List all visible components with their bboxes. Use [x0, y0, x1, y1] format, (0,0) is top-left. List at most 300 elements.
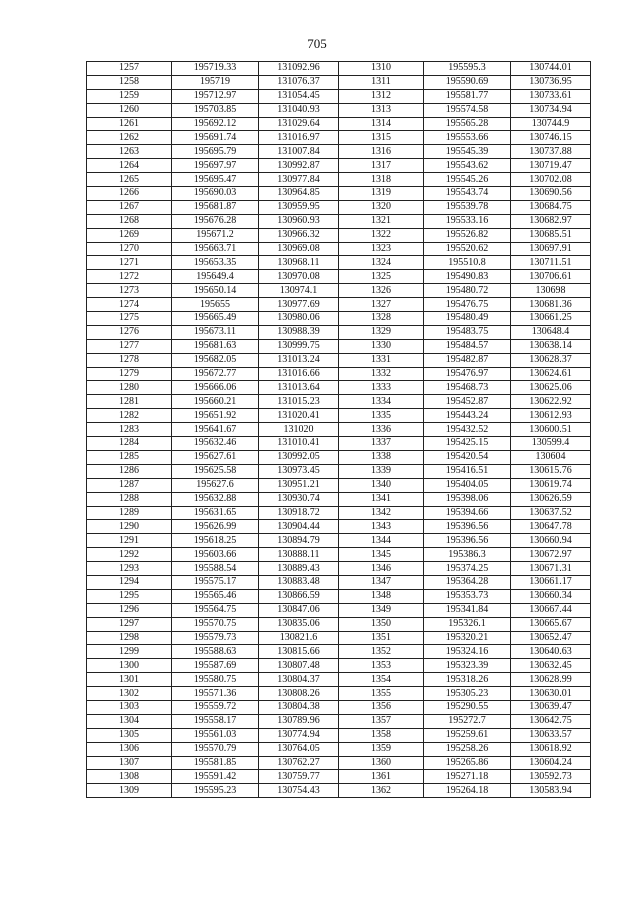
- table-row: [87, 770, 591, 784]
- y-coordinate-cell: 130628.99: [511, 673, 591, 687]
- y-coordinate-cell: 130690.56: [511, 187, 591, 201]
- point-number-cell: 1280: [87, 381, 172, 395]
- x-coordinate-cell: 195587.69: [172, 659, 259, 673]
- table-row: [87, 242, 591, 256]
- table-row: [87, 117, 591, 131]
- x-coordinate-cell: 195483.75: [424, 325, 511, 339]
- y-coordinate-cell: 130968.11: [259, 256, 339, 270]
- table-row: [87, 617, 591, 631]
- x-coordinate-cell: 195712.97: [172, 89, 259, 103]
- x-coordinate-cell: 195468.73: [424, 381, 511, 395]
- x-coordinate-cell: 195425.15: [424, 437, 511, 451]
- table-row: [87, 687, 591, 701]
- point-number-cell: 1292: [87, 548, 172, 562]
- y-coordinate-cell: 130684.75: [511, 200, 591, 214]
- point-number-cell: 1296: [87, 603, 172, 617]
- table-row: [87, 589, 591, 603]
- point-number-cell: 1336: [339, 423, 424, 437]
- x-coordinate-cell: 195695.47: [172, 173, 259, 187]
- x-coordinate-cell: 195290.55: [424, 700, 511, 714]
- point-number-cell: 1360: [339, 756, 424, 770]
- y-coordinate-cell: 131029.64: [259, 117, 339, 131]
- x-coordinate-cell: 195595.3: [424, 62, 511, 76]
- point-number-cell: 1328: [339, 312, 424, 326]
- point-number-cell: 1265: [87, 173, 172, 187]
- table-row: [87, 575, 591, 589]
- y-coordinate-cell: 130671.31: [511, 562, 591, 576]
- point-number-cell: 1313: [339, 103, 424, 117]
- x-coordinate-cell: 195681.87: [172, 200, 259, 214]
- table-row: [87, 325, 591, 339]
- x-coordinate-cell: 195673.11: [172, 325, 259, 339]
- table-row: [87, 75, 591, 89]
- point-number-cell: 1297: [87, 617, 172, 631]
- point-number-cell: 1289: [87, 506, 172, 520]
- table-row: [87, 89, 591, 103]
- x-coordinate-cell: 195271.18: [424, 770, 511, 784]
- point-number-cell: 1295: [87, 589, 172, 603]
- point-number-cell: 1261: [87, 117, 172, 131]
- x-coordinate-cell: 195533.16: [424, 214, 511, 228]
- table-row: [87, 256, 591, 270]
- x-coordinate-cell: 195671.2: [172, 228, 259, 242]
- point-number-cell: 1316: [339, 145, 424, 159]
- x-coordinate-cell: 195663.71: [172, 242, 259, 256]
- y-coordinate-cell: 130615.76: [511, 464, 591, 478]
- point-number-cell: 1350: [339, 617, 424, 631]
- y-coordinate-cell: 130736.95: [511, 75, 591, 89]
- point-number-cell: 1362: [339, 784, 424, 798]
- x-coordinate-cell: 195695.79: [172, 145, 259, 159]
- table-row: [87, 381, 591, 395]
- point-number-cell: 1353: [339, 659, 424, 673]
- x-coordinate-cell: 195558.17: [172, 714, 259, 728]
- point-number-cell: 1344: [339, 534, 424, 548]
- y-coordinate-cell: 130807.48: [259, 659, 339, 673]
- y-coordinate-cell: 130628.37: [511, 353, 591, 367]
- y-coordinate-cell: 131016.97: [259, 131, 339, 145]
- point-number-cell: 1333: [339, 381, 424, 395]
- x-coordinate-cell: 195396.56: [424, 520, 511, 534]
- y-coordinate-cell: 131013.64: [259, 381, 339, 395]
- y-coordinate-cell: 131007.84: [259, 145, 339, 159]
- x-coordinate-cell: 195364.28: [424, 575, 511, 589]
- x-coordinate-cell: 195570.75: [172, 617, 259, 631]
- point-number-cell: 1357: [339, 714, 424, 728]
- x-coordinate-cell: 195526.82: [424, 228, 511, 242]
- point-number-cell: 1262: [87, 131, 172, 145]
- x-coordinate-cell: 195404.05: [424, 478, 511, 492]
- y-coordinate-cell: 131020: [259, 423, 339, 437]
- point-number-cell: 1259: [87, 89, 172, 103]
- point-number-cell: 1327: [339, 298, 424, 312]
- point-number-cell: 1322: [339, 228, 424, 242]
- point-number-cell: 1330: [339, 339, 424, 353]
- table-row: [87, 659, 591, 673]
- y-coordinate-cell: 130681.36: [511, 298, 591, 312]
- x-coordinate-cell: 195719: [172, 75, 259, 89]
- point-number-cell: 1286: [87, 464, 172, 478]
- point-number-cell: 1264: [87, 159, 172, 173]
- x-coordinate-cell: 195480.49: [424, 312, 511, 326]
- point-number-cell: 1343: [339, 520, 424, 534]
- table-row: [87, 492, 591, 506]
- x-coordinate-cell: 195580.75: [172, 673, 259, 687]
- y-coordinate-cell: 130977.69: [259, 298, 339, 312]
- y-coordinate-cell: 130789.96: [259, 714, 339, 728]
- y-coordinate-cell: 131010.41: [259, 437, 339, 451]
- y-coordinate-cell: 130904.44: [259, 520, 339, 534]
- point-number-cell: 1315: [339, 131, 424, 145]
- point-number-cell: 1319: [339, 187, 424, 201]
- table-row: [87, 548, 591, 562]
- point-number-cell: 1320: [339, 200, 424, 214]
- x-coordinate-cell: 195326.1: [424, 617, 511, 631]
- x-coordinate-cell: 195543.62: [424, 159, 511, 173]
- x-coordinate-cell: 195386.3: [424, 548, 511, 562]
- x-coordinate-cell: 195374.25: [424, 562, 511, 576]
- x-coordinate-cell: 195618.25: [172, 534, 259, 548]
- point-number-cell: 1347: [339, 575, 424, 589]
- x-coordinate-cell: 195692.12: [172, 117, 259, 131]
- y-coordinate-cell: 130974.1: [259, 284, 339, 298]
- x-coordinate-cell: 195579.73: [172, 631, 259, 645]
- point-number-cell: 1361: [339, 770, 424, 784]
- x-coordinate-cell: 195591.42: [172, 770, 259, 784]
- table-row: [87, 173, 591, 187]
- point-number-cell: 1284: [87, 437, 172, 451]
- y-coordinate-cell: 130734.94: [511, 103, 591, 117]
- y-coordinate-cell: 130964.85: [259, 187, 339, 201]
- x-coordinate-cell: 195595.23: [172, 784, 259, 798]
- x-coordinate-cell: 195719.33: [172, 62, 259, 76]
- table-row: [87, 603, 591, 617]
- point-number-cell: 1287: [87, 478, 172, 492]
- x-coordinate-cell: 195559.72: [172, 700, 259, 714]
- point-number-cell: 1305: [87, 728, 172, 742]
- x-coordinate-cell: 195665.49: [172, 312, 259, 326]
- x-coordinate-cell: 195690.03: [172, 187, 259, 201]
- x-coordinate-cell: 195476.75: [424, 298, 511, 312]
- point-number-cell: 1277: [87, 339, 172, 353]
- x-coordinate-cell: 195564.75: [172, 603, 259, 617]
- point-number-cell: 1257: [87, 62, 172, 76]
- x-coordinate-cell: 195627.6: [172, 478, 259, 492]
- x-coordinate-cell: 195588.63: [172, 645, 259, 659]
- y-coordinate-cell: 130702.08: [511, 173, 591, 187]
- y-coordinate-cell: 130930.74: [259, 492, 339, 506]
- y-coordinate-cell: 130759.77: [259, 770, 339, 784]
- y-coordinate-cell: 130599.4: [511, 437, 591, 451]
- y-coordinate-cell: 131015.23: [259, 395, 339, 409]
- x-coordinate-cell: 195420.54: [424, 450, 511, 464]
- point-number-cell: 1298: [87, 631, 172, 645]
- y-coordinate-cell: 130685.51: [511, 228, 591, 242]
- x-coordinate-cell: 195649.4: [172, 270, 259, 284]
- table-row: [87, 700, 591, 714]
- point-number-cell: 1285: [87, 450, 172, 464]
- point-number-cell: 1310: [339, 62, 424, 76]
- point-number-cell: 1352: [339, 645, 424, 659]
- point-number-cell: 1258: [87, 75, 172, 89]
- point-number-cell: 1306: [87, 742, 172, 756]
- table-row: [87, 131, 591, 145]
- x-coordinate-cell: 195666.06: [172, 381, 259, 395]
- y-coordinate-cell: 130647.78: [511, 520, 591, 534]
- table-row: [87, 645, 591, 659]
- point-number-cell: 1329: [339, 325, 424, 339]
- x-coordinate-cell: 195394.66: [424, 506, 511, 520]
- point-number-cell: 1268: [87, 214, 172, 228]
- x-coordinate-cell: 195545.39: [424, 145, 511, 159]
- point-number-cell: 1275: [87, 312, 172, 326]
- page-number: 705: [307, 36, 327, 51]
- table-row: [87, 742, 591, 756]
- x-coordinate-cell: 195353.73: [424, 589, 511, 603]
- x-coordinate-cell: 195265.86: [424, 756, 511, 770]
- y-coordinate-cell: 130600.51: [511, 423, 591, 437]
- y-coordinate-cell: 130894.79: [259, 534, 339, 548]
- point-number-cell: 1351: [339, 631, 424, 645]
- x-coordinate-cell: 195545.26: [424, 173, 511, 187]
- y-coordinate-cell: 130624.61: [511, 367, 591, 381]
- x-coordinate-cell: 195676.28: [172, 214, 259, 228]
- x-coordinate-cell: 195484.57: [424, 339, 511, 353]
- y-coordinate-cell: 130618.92: [511, 742, 591, 756]
- table-row: [87, 673, 591, 687]
- y-coordinate-cell: 130847.06: [259, 603, 339, 617]
- x-coordinate-cell: 195627.61: [172, 450, 259, 464]
- x-coordinate-cell: 195305.23: [424, 687, 511, 701]
- x-coordinate-cell: 195480.72: [424, 284, 511, 298]
- table-row: [87, 214, 591, 228]
- y-coordinate-cell: 130866.59: [259, 589, 339, 603]
- point-number-cell: 1274: [87, 298, 172, 312]
- y-coordinate-cell: 131092.96: [259, 62, 339, 76]
- point-number-cell: 1349: [339, 603, 424, 617]
- point-number-cell: 1341: [339, 492, 424, 506]
- point-number-cell: 1325: [339, 270, 424, 284]
- y-coordinate-cell: 130660.94: [511, 534, 591, 548]
- y-coordinate-cell: 130630.01: [511, 687, 591, 701]
- y-coordinate-cell: 130706.61: [511, 270, 591, 284]
- point-number-cell: 1308: [87, 770, 172, 784]
- x-coordinate-cell: 195490.83: [424, 270, 511, 284]
- y-coordinate-cell: 130583.94: [511, 784, 591, 798]
- point-number-cell: 1288: [87, 492, 172, 506]
- y-coordinate-cell: 130744.9: [511, 117, 591, 131]
- x-coordinate-cell: 195672.77: [172, 367, 259, 381]
- y-coordinate-cell: 130665.67: [511, 617, 591, 631]
- x-coordinate-cell: 195660.21: [172, 395, 259, 409]
- table-row: [87, 464, 591, 478]
- point-number-cell: 1337: [339, 437, 424, 451]
- x-coordinate-cell: 195482.87: [424, 353, 511, 367]
- x-coordinate-cell: 195259.61: [424, 728, 511, 742]
- y-coordinate-cell: 130719.47: [511, 159, 591, 173]
- x-coordinate-cell: 195543.74: [424, 187, 511, 201]
- x-coordinate-cell: 195452.87: [424, 395, 511, 409]
- y-coordinate-cell: 130889.43: [259, 562, 339, 576]
- point-number-cell: 1346: [339, 562, 424, 576]
- x-coordinate-cell: 195539.78: [424, 200, 511, 214]
- table-row: [87, 534, 591, 548]
- y-coordinate-cell: 131076.37: [259, 75, 339, 89]
- x-coordinate-cell: 195626.99: [172, 520, 259, 534]
- point-number-cell: 1326: [339, 284, 424, 298]
- y-coordinate-cell: 130746.15: [511, 131, 591, 145]
- y-coordinate-cell: 130980.06: [259, 312, 339, 326]
- x-coordinate-cell: 195703.85: [172, 103, 259, 117]
- table-row: [87, 187, 591, 201]
- table-row: [87, 728, 591, 742]
- point-number-cell: 1324: [339, 256, 424, 270]
- y-coordinate-cell: 130754.43: [259, 784, 339, 798]
- x-coordinate-cell: 195570.79: [172, 742, 259, 756]
- y-coordinate-cell: 130642.75: [511, 714, 591, 728]
- y-coordinate-cell: 130992.87: [259, 159, 339, 173]
- table-row: [87, 506, 591, 520]
- table-row: [87, 353, 591, 367]
- y-coordinate-cell: 130638.14: [511, 339, 591, 353]
- y-coordinate-cell: 130992.05: [259, 450, 339, 464]
- y-coordinate-cell: 130959.95: [259, 200, 339, 214]
- table-row: [87, 520, 591, 534]
- point-number-cell: 1339: [339, 464, 424, 478]
- y-coordinate-cell: 130973.45: [259, 464, 339, 478]
- x-coordinate-cell: 195571.36: [172, 687, 259, 701]
- y-coordinate-cell: 130774.94: [259, 728, 339, 742]
- y-coordinate-cell: 130733.61: [511, 89, 591, 103]
- x-coordinate-cell: 195632.88: [172, 492, 259, 506]
- y-coordinate-cell: 130737.88: [511, 145, 591, 159]
- y-coordinate-cell: 130619.74: [511, 478, 591, 492]
- point-number-cell: 1282: [87, 409, 172, 423]
- table-row: [87, 270, 591, 284]
- point-number-cell: 1267: [87, 200, 172, 214]
- y-coordinate-cell: 130592.73: [511, 770, 591, 784]
- point-number-cell: 1307: [87, 756, 172, 770]
- point-number-cell: 1332: [339, 367, 424, 381]
- point-number-cell: 1299: [87, 645, 172, 659]
- point-number-cell: 1293: [87, 562, 172, 576]
- table-row: [87, 450, 591, 464]
- y-coordinate-cell: 130633.57: [511, 728, 591, 742]
- table-row: [87, 478, 591, 492]
- point-number-cell: 1301: [87, 673, 172, 687]
- point-number-cell: 1266: [87, 187, 172, 201]
- y-coordinate-cell: 130918.72: [259, 506, 339, 520]
- x-coordinate-cell: 195682.05: [172, 353, 259, 367]
- point-number-cell: 1281: [87, 395, 172, 409]
- y-coordinate-cell: 130804.38: [259, 700, 339, 714]
- table-row: [87, 103, 591, 117]
- point-number-cell: 1359: [339, 742, 424, 756]
- point-number-cell: 1294: [87, 575, 172, 589]
- y-coordinate-cell: 130672.97: [511, 548, 591, 562]
- x-coordinate-cell: 195561.03: [172, 728, 259, 742]
- y-coordinate-cell: 131020.41: [259, 409, 339, 423]
- y-coordinate-cell: 130969.08: [259, 242, 339, 256]
- table-row: [87, 367, 591, 381]
- point-number-cell: 1311: [339, 75, 424, 89]
- x-coordinate-cell: 195258.26: [424, 742, 511, 756]
- y-coordinate-cell: 130762.27: [259, 756, 339, 770]
- point-number-cell: 1304: [87, 714, 172, 728]
- x-coordinate-cell: 195697.97: [172, 159, 259, 173]
- point-number-cell: 1272: [87, 270, 172, 284]
- y-coordinate-cell: 130951.21: [259, 478, 339, 492]
- x-coordinate-cell: 195320.21: [424, 631, 511, 645]
- x-coordinate-cell: 195632.46: [172, 437, 259, 451]
- point-number-cell: 1338: [339, 450, 424, 464]
- x-coordinate-cell: 195681.63: [172, 339, 259, 353]
- y-coordinate-cell: 130764.05: [259, 742, 339, 756]
- y-coordinate-cell: 130639.47: [511, 700, 591, 714]
- point-number-cell: 1278: [87, 353, 172, 367]
- table-row: [87, 228, 591, 242]
- point-number-cell: 1334: [339, 395, 424, 409]
- x-coordinate-cell: 195416.51: [424, 464, 511, 478]
- point-number-cell: 1318: [339, 173, 424, 187]
- x-coordinate-cell: 195443.24: [424, 409, 511, 423]
- y-coordinate-cell: 130632.45: [511, 659, 591, 673]
- y-coordinate-cell: 130977.84: [259, 173, 339, 187]
- point-number-cell: 1291: [87, 534, 172, 548]
- x-coordinate-cell: 195323.39: [424, 659, 511, 673]
- x-coordinate-cell: 195432.52: [424, 423, 511, 437]
- point-number-cell: 1260: [87, 103, 172, 117]
- point-number-cell: 1300: [87, 659, 172, 673]
- point-number-cell: 1317: [339, 159, 424, 173]
- table-row: [87, 784, 591, 798]
- y-coordinate-cell: 130637.52: [511, 506, 591, 520]
- y-coordinate-cell: 130888.11: [259, 548, 339, 562]
- y-coordinate-cell: 130625.06: [511, 381, 591, 395]
- x-coordinate-cell: 195510.8: [424, 256, 511, 270]
- coordinates-table-body: [87, 62, 591, 798]
- y-coordinate-cell: 130667.44: [511, 603, 591, 617]
- y-coordinate-cell: 130604: [511, 450, 591, 464]
- y-coordinate-cell: 130626.59: [511, 492, 591, 506]
- x-coordinate-cell: 195341.84: [424, 603, 511, 617]
- table-row: [87, 756, 591, 770]
- coordinates-table: [86, 61, 591, 798]
- point-number-cell: 1358: [339, 728, 424, 742]
- y-coordinate-cell: 130966.32: [259, 228, 339, 242]
- x-coordinate-cell: 195653.35: [172, 256, 259, 270]
- table-row: [87, 714, 591, 728]
- y-coordinate-cell: 130640.63: [511, 645, 591, 659]
- x-coordinate-cell: 195565.46: [172, 589, 259, 603]
- point-number-cell: 1331: [339, 353, 424, 367]
- y-coordinate-cell: 131054.45: [259, 89, 339, 103]
- point-number-cell: 1348: [339, 589, 424, 603]
- point-number-cell: 1335: [339, 409, 424, 423]
- x-coordinate-cell: 195603.66: [172, 548, 259, 562]
- table-row: [87, 423, 591, 437]
- y-coordinate-cell: 130604.24: [511, 756, 591, 770]
- x-coordinate-cell: 195398.06: [424, 492, 511, 506]
- x-coordinate-cell: 195318.26: [424, 673, 511, 687]
- x-coordinate-cell: 195396.56: [424, 534, 511, 548]
- x-coordinate-cell: 195574.58: [424, 103, 511, 117]
- point-number-cell: 1340: [339, 478, 424, 492]
- y-coordinate-cell: 130808.26: [259, 687, 339, 701]
- point-number-cell: 1270: [87, 242, 172, 256]
- y-coordinate-cell: 131016.66: [259, 367, 339, 381]
- x-coordinate-cell: 195625.58: [172, 464, 259, 478]
